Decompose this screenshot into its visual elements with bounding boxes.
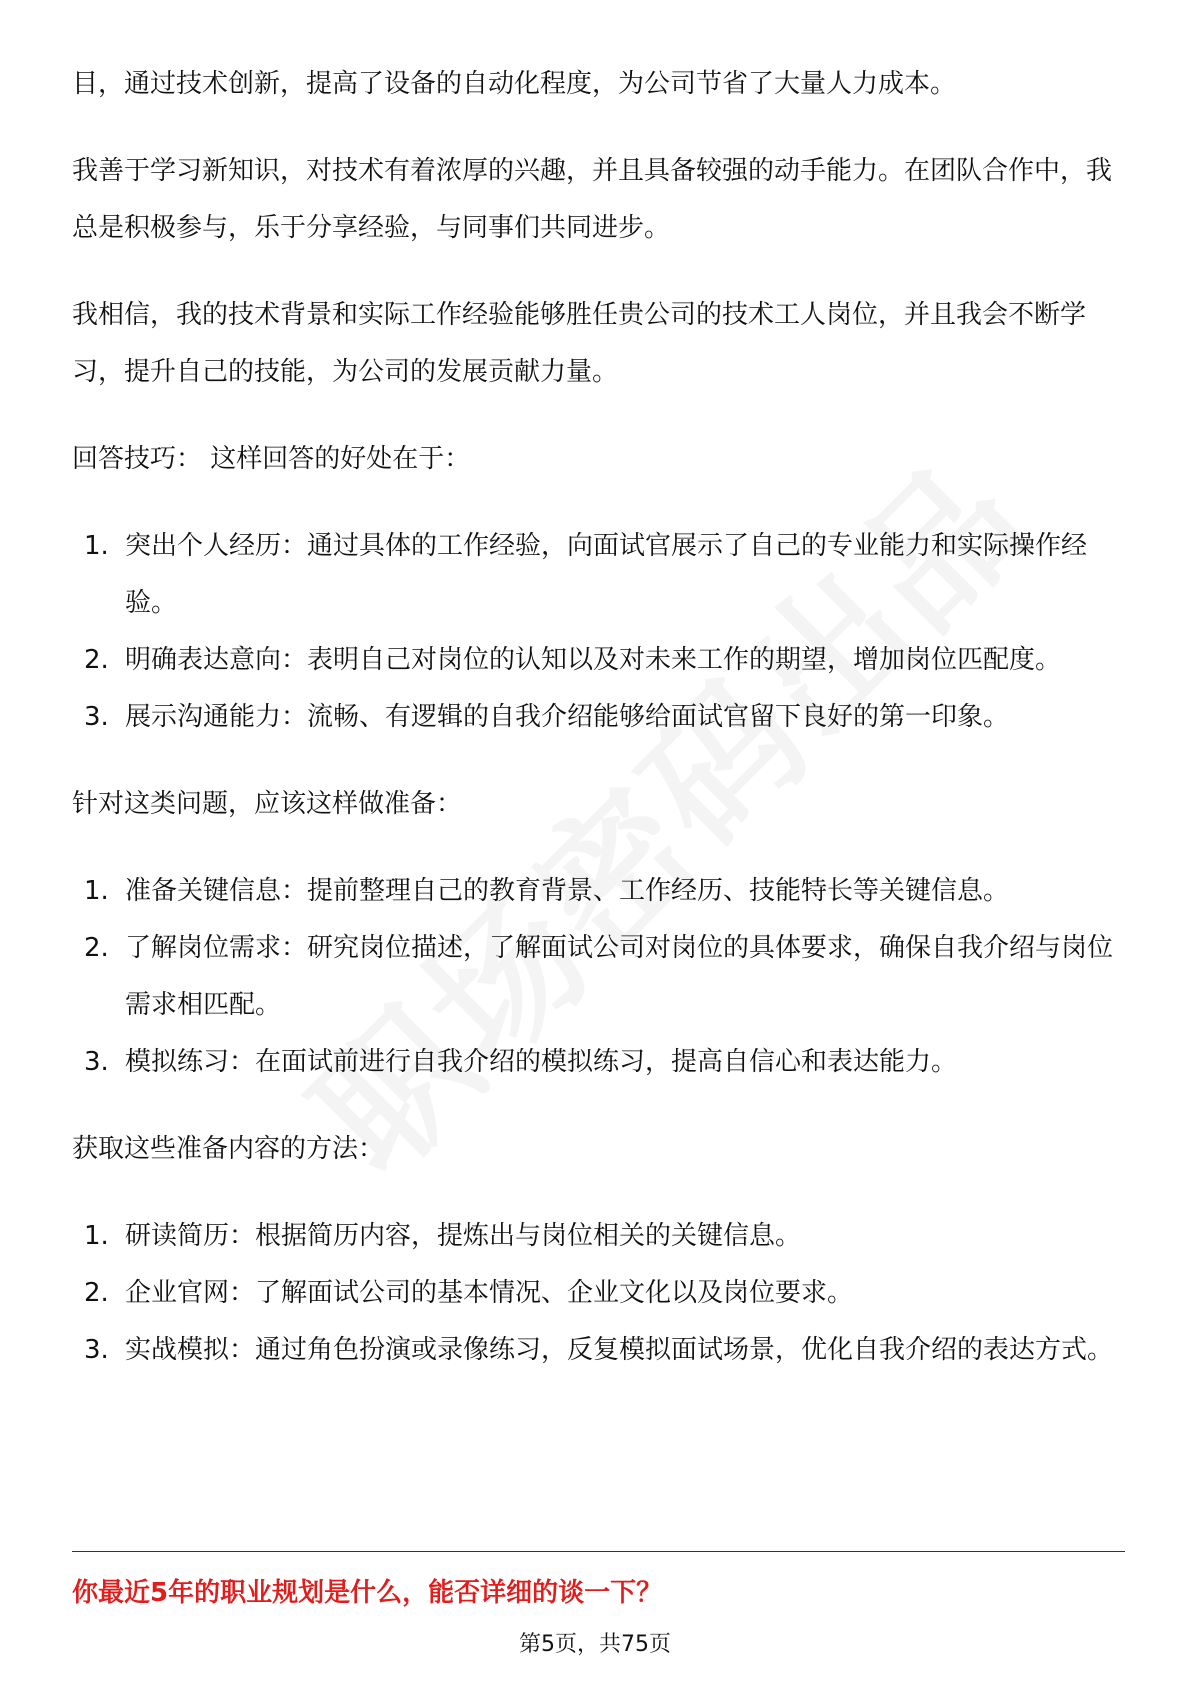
list-item-text: 准备关键信息：提前整理自己的教育背景、工作经历、技能特长等关键信息。 xyxy=(125,876,1010,906)
tips-heading: 回答技巧： 这样回答的好处在于： xyxy=(72,444,471,474)
list-item-text: 突出个人经历：通过具体的工作经验，向面试官展示了自己的专业能力和实际操作经验。 xyxy=(125,531,1088,618)
divider xyxy=(72,1551,1125,1552)
list-item xyxy=(72,1208,1122,1265)
list-number: 3. xyxy=(84,1047,109,1077)
list-number: 3. xyxy=(84,702,109,732)
list-item xyxy=(72,1265,1122,1322)
list-number: 1. xyxy=(84,1221,109,1251)
list-item-text: 研读简历：根据简历内容，提炼出与岗位相关的关键信息。 xyxy=(125,1221,802,1251)
list-number: 1. xyxy=(84,531,109,561)
list-item xyxy=(72,632,1122,689)
list-item-text: 实战模拟：通过角色扮演或录像练习，反复模拟面试场景，优化自我介绍的表达方式。 xyxy=(125,1335,1114,1365)
list-item xyxy=(72,1034,1122,1091)
methods-heading: 获取这些准备内容的方法： xyxy=(72,1134,385,1164)
list-item xyxy=(72,920,1122,1034)
list-item xyxy=(72,689,1122,746)
list-item xyxy=(72,1322,1122,1379)
list-number: 2. xyxy=(84,1278,109,1308)
list-item-text: 明确表达意向：表明自己对岗位的认知以及对未来工作的期望，增加岗位匹配度。 xyxy=(125,645,1062,675)
paragraph-2: 我善于学习新知识，对技术有着浓厚的兴趣，并且具备较强的动手能力。在团队合作中，我总是积极参与，乐于分享经验，与同事们共同进步。 xyxy=(72,156,1113,243)
list-item-text: 企业官网：了解面试公司的基本情况、企业文化以及岗位要求。 xyxy=(125,1278,854,1308)
tips-list xyxy=(72,518,1122,746)
list-item xyxy=(72,518,1122,632)
list-item xyxy=(72,863,1122,920)
page-content xyxy=(72,56,1122,1409)
list-number: 2. xyxy=(84,933,109,963)
list-item-text: 模拟练习：在面试前进行自我介绍的模拟练习，提高自信心和表达能力。 xyxy=(125,1047,958,1077)
prepare-list xyxy=(72,863,1122,1091)
methods-list xyxy=(72,1208,1122,1379)
paragraph-3: 我相信，我的技术背景和实际工作经验能够胜任贵公司的技术工人岗位，并且我会不断学习，提升自己的技能，为公司的发展贡献力量。 xyxy=(72,300,1087,387)
paragraph-1: 目，通过技术创新，提高了设备的自动化程度，为公司节省了大量人力成本。 xyxy=(72,69,957,99)
list-item-text: 展示沟通能力：流畅、有逻辑的自我介绍能够给面试官留下良好的第一印象。 xyxy=(125,702,1010,732)
list-number: 1. xyxy=(84,876,109,906)
list-number: 2. xyxy=(84,645,109,675)
page-number: 第5页，共75页 xyxy=(519,1632,671,1657)
next-question-title: 你最近5年的职业规划是什么，能否详细的谈一下？ xyxy=(72,1578,663,1608)
list-item-text: 了解岗位需求：研究岗位描述，了解面试公司对岗位的具体要求，确保自我介绍与岗位需求相匹配。 xyxy=(125,933,1114,1020)
list-number: 3. xyxy=(84,1335,109,1365)
prepare-heading: 针对这类问题，应该这样做准备： xyxy=(72,789,463,819)
